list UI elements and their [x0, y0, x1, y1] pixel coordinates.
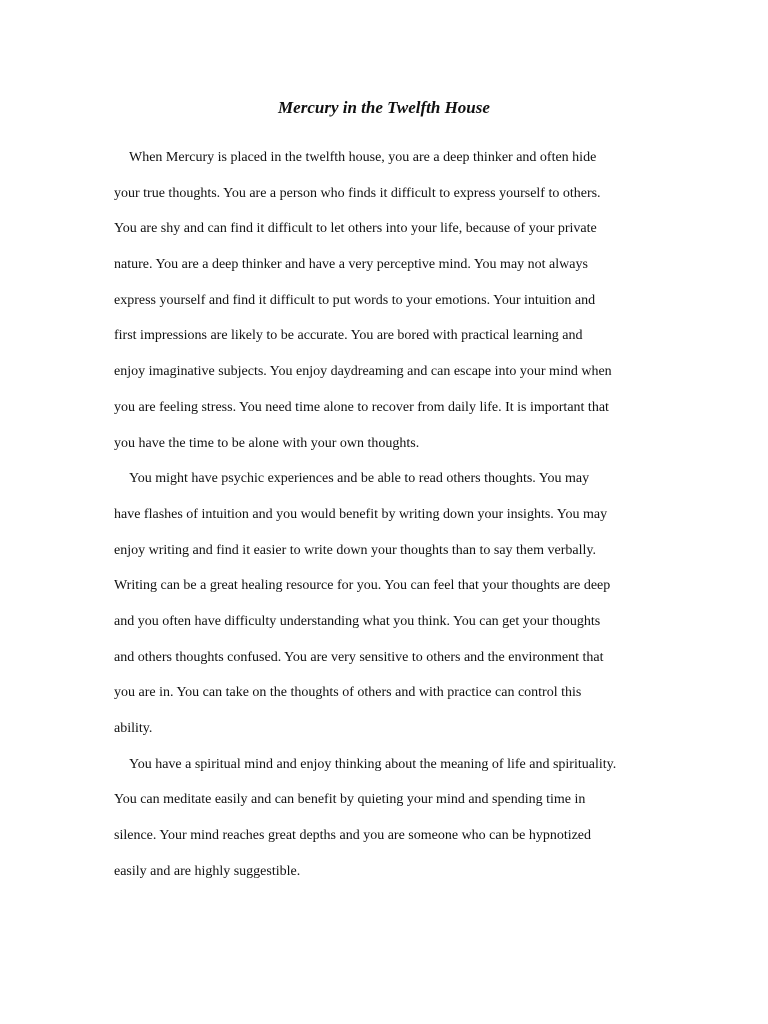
text-line: express yourself and find it difficult to put words to your emotions. Your intuition and — [114, 292, 596, 308]
paragraph-3 — [114, 754, 674, 897]
document-body — [114, 147, 674, 896]
text-line: you are in. You can take on the thoughts of others and with practice can control this — [114, 685, 582, 701]
text-line: You are shy and can find it difficult to let others into your life, because of your private — [114, 221, 597, 237]
paragraph-1 — [114, 147, 674, 468]
text-line: first impressions are likely to be accurate. You are bored with practical learning and — [114, 328, 583, 344]
text-line: silence. Your mind reaches great depths and you are someone who can be hypnotized — [114, 828, 592, 844]
text-line: your true thoughts. You are a person who finds it difficult to express yourself to others. — [114, 185, 601, 201]
text-line: you are feeling stress. You need time alone to recover from daily life. It is important that — [114, 399, 609, 415]
text-line: enjoy imaginative subjects. You enjoy daydreaming and can escape into your mind when — [114, 364, 612, 380]
text-line: you have the time to be alone with your own thoughts. — [114, 435, 420, 451]
text-line: You have a spiritual mind and enjoy thinking about the meaning of life and spirituality. — [129, 756, 617, 772]
text-line: and others thoughts confused. You are very sensitive to others and the environment that — [114, 649, 604, 665]
document-title: Mercury in the Twelfth House — [278, 98, 490, 117]
text-line: When Mercury is placed in the twelfth house, you are a deep thinker and often hide — [129, 150, 597, 165]
text-line: easily and are highly suggestible. — [114, 863, 301, 879]
text-line: nature. You are a deep thinker and have a very perceptive mind. You may not always — [114, 257, 588, 273]
text-line: Writing can be a great healing resource for you. You can feel that your thoughts are deep — [114, 578, 611, 594]
paragraph-2 — [114, 468, 674, 754]
text-line: You might have psychic experiences and be able to read others thoughts. You may — [129, 471, 590, 487]
text-line: ability. — [114, 721, 153, 736]
text-line: and you often have difficulty understanding what you think. You can get your thoughts — [114, 613, 601, 629]
text-line: have flashes of intuition and you would benefit by writing down your insights. You may — [114, 506, 608, 522]
text-line: You can meditate easily and can benefit by quieting your mind and spending time in — [114, 792, 586, 808]
text-line: enjoy writing and find it easier to write down your thoughts than to say them verbally. — [114, 542, 596, 558]
